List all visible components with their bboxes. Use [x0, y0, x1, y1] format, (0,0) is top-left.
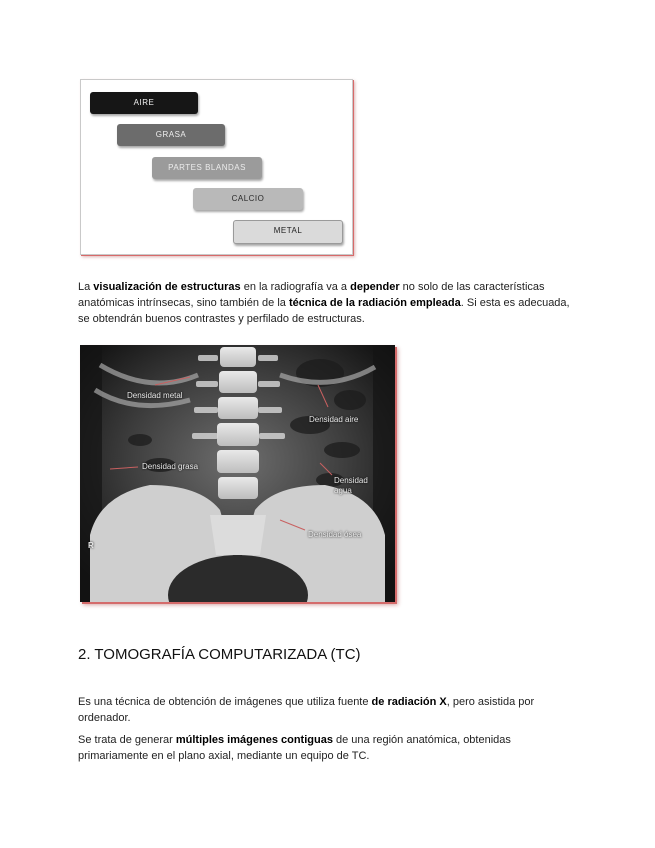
label-density-metal: Densidad metal — [127, 391, 183, 400]
bold-run: múltiples imágenes contiguas — [175, 734, 333, 746]
text-run: La — [78, 281, 94, 293]
text-run: , pero asistida por ordenador. — [78, 696, 535, 724]
text-run: no solo de las características anatómicas intrínsecas, sino también de la — [78, 281, 545, 309]
label-side-marker: R — [88, 541, 94, 550]
label-density-air: Densidad aire — [309, 415, 359, 424]
text-run: Se trata de generar — [78, 734, 176, 746]
section-heading: 2. TOMOGRAFÍA COMPUTARIZADA (TC) — [78, 646, 361, 663]
density-step-metal: METAL — [233, 220, 343, 244]
density-scale-diagram — [80, 79, 353, 255]
text-run: en la radiografía va a — [240, 281, 351, 293]
density-step-fat: GRASA — [117, 124, 225, 146]
label-density-bone: Densidad ósea — [308, 530, 362, 539]
text-run: Es una técnica de obtención de imágenes que utiliza fuente — [78, 696, 372, 708]
paragraph-tc-images — [78, 732, 558, 764]
label-density-fat: Densidad grasa — [142, 462, 199, 471]
bold-run: visualización de estructuras — [93, 281, 241, 293]
text-run: de una región anatómica, obtenidas primariamente en el plano axial, mediante un equipo de TC. — [78, 734, 511, 762]
bold-run: de radiación X — [371, 696, 447, 708]
bold-run: técnica de la radiación empleada — [288, 297, 461, 309]
xray-image — [80, 345, 395, 602]
abdominal-xray-figure — [80, 345, 395, 602]
text-run: . Si esta es adecuada, se obtendrán buenos contrastes y perfilado de estructuras. — [78, 297, 570, 325]
density-step-soft-tissue: PARTES BLANDAS — [152, 157, 262, 179]
bold-run: depender — [350, 281, 400, 293]
paragraph-tc-definition — [78, 694, 568, 726]
label-density-water: Densidad agua — [334, 476, 368, 495]
density-step-air: AIRE — [90, 92, 198, 114]
density-step-calcium: CALCIO — [193, 188, 303, 210]
paragraph-visualization — [78, 279, 578, 327]
